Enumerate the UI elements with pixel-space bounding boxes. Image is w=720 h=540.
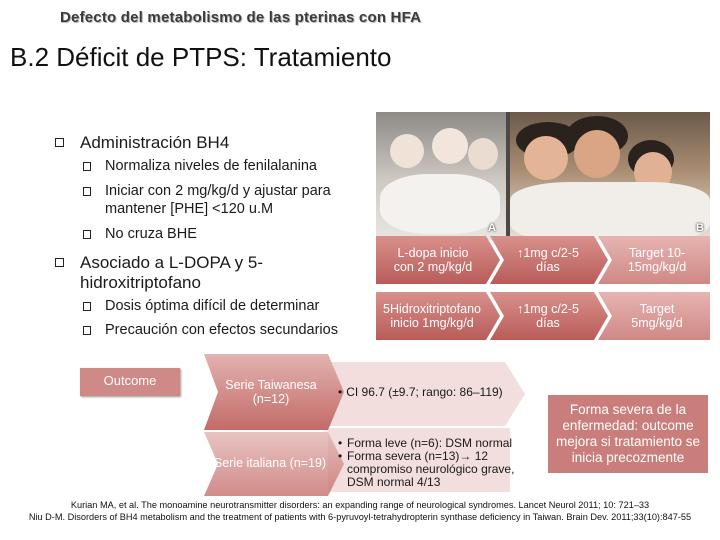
- study-taiwan: Serie Taiwanesa (n=12): [225, 378, 317, 406]
- sub-bullet-text: Iniciar con 2 mg/kg/d y ajustar para mantener [PHE] <120 u.M: [105, 183, 331, 217]
- ldopa-target-step: Target 10-15mg/kg/d: [627, 246, 687, 274]
- severity-note: Forma severa de la enfermedad: outcome mejora si tratamiento se inicia precozmente: [548, 395, 708, 473]
- sub-bullet-text: Normaliza niveles de fenilalanina: [105, 158, 317, 174]
- sub-bullet: [83, 182, 353, 218]
- italy-result-line: [338, 450, 518, 489]
- bullet-dot-icon: •: [338, 436, 343, 450]
- 5htp-increase-step: ↑1mg c/2-5 días: [517, 302, 579, 330]
- 5htp-target-step: Target 5mg/kg/d: [631, 302, 683, 330]
- sub-bullet-box-icon: [83, 187, 91, 196]
- references: [0, 499, 720, 523]
- ldopa-start-step: L-dopa inicio con 2 mg/kg/d: [393, 246, 473, 274]
- reference-line: Kurian MA, et al. The monoamine neurotransmitter disorders: an expanding range of neurological syndromes. Lancet Neurol 2011; 10: 721–33: [70, 500, 650, 510]
- sub-bullet-text: Dosis óptima difícil de determinar: [105, 298, 320, 314]
- ldopa-increase-step: ↑1mg c/2-5 días: [517, 246, 579, 274]
- bullet-bh4: [55, 133, 229, 153]
- study-italy: Serie italiana (n=19): [213, 456, 327, 470]
- sub-bullet-box-icon: [83, 162, 91, 171]
- italy-results: [338, 437, 518, 489]
- patient-photo: [376, 112, 710, 240]
- italy-result-text: Forma severa (n=13)→ 12 compromiso neurológico grave, DSM normal 4/13: [347, 449, 515, 489]
- infant-face-shape: [432, 128, 468, 164]
- sub-bullet-box-icon: [83, 302, 91, 311]
- photo-panel-a: [376, 112, 506, 240]
- taiwan-result-text: CI 96.7 (±9.7; rango: 86–119): [346, 385, 503, 399]
- italy-result-text: Forma leve (n=6): DSM normal: [347, 436, 513, 450]
- bullet-box-icon: [55, 138, 64, 147]
- bullet-box-icon: [55, 258, 64, 267]
- photo-panel-b: [510, 112, 710, 240]
- sub-bullet: [83, 225, 197, 243]
- sub-bullet-box-icon: [83, 230, 91, 239]
- reference-line: Niu D-M. Disorders of BH4 metabolism and the treatment of patients with 6-pyruvoyl-tetrahydropterin synthase deficiency in Taiwan. Brain Dev. 2011;33(10):847-55: [28, 512, 692, 522]
- outcome-label: Outcome: [80, 368, 180, 396]
- sub-bullet: [83, 321, 338, 339]
- sub-bullet-text: No cruza BHE: [105, 226, 197, 242]
- sub-bullet: [83, 297, 319, 315]
- bullet-ldopa: [55, 253, 355, 293]
- photo-label-a: A: [488, 222, 496, 234]
- bullet-text: Asociado a L-DOPA y 5-hidroxitriptofano: [80, 253, 263, 292]
- adult-face-shape: [574, 130, 620, 178]
- infant-face-shape: [468, 138, 498, 170]
- slide-title: B.2 Déficit de PTPS: Tratamiento: [10, 42, 392, 72]
- clothing-shape: [510, 182, 710, 240]
- taiwan-result: [338, 386, 513, 399]
- sub-bullet-text: Precaución con efectos secundarios: [105, 322, 338, 338]
- photo-label-b: B: [696, 222, 704, 234]
- sub-bullet-box-icon: [83, 326, 91, 335]
- bullet-dot-icon: •: [338, 449, 343, 463]
- bullet-dot-icon: •: [338, 385, 343, 399]
- slide-topic: Defecto del metabolismo de las pterinas con HFA: [60, 9, 422, 26]
- child-face-shape: [524, 136, 568, 180]
- 5htp-start-step: 5Hidroxitriptofano inicio 1mg/kg/d: [383, 302, 481, 330]
- infant-face-shape: [390, 134, 424, 168]
- blanket-shape: [380, 174, 500, 234]
- sub-bullet: [83, 157, 317, 175]
- bullet-text: Administración BH4: [80, 133, 230, 152]
